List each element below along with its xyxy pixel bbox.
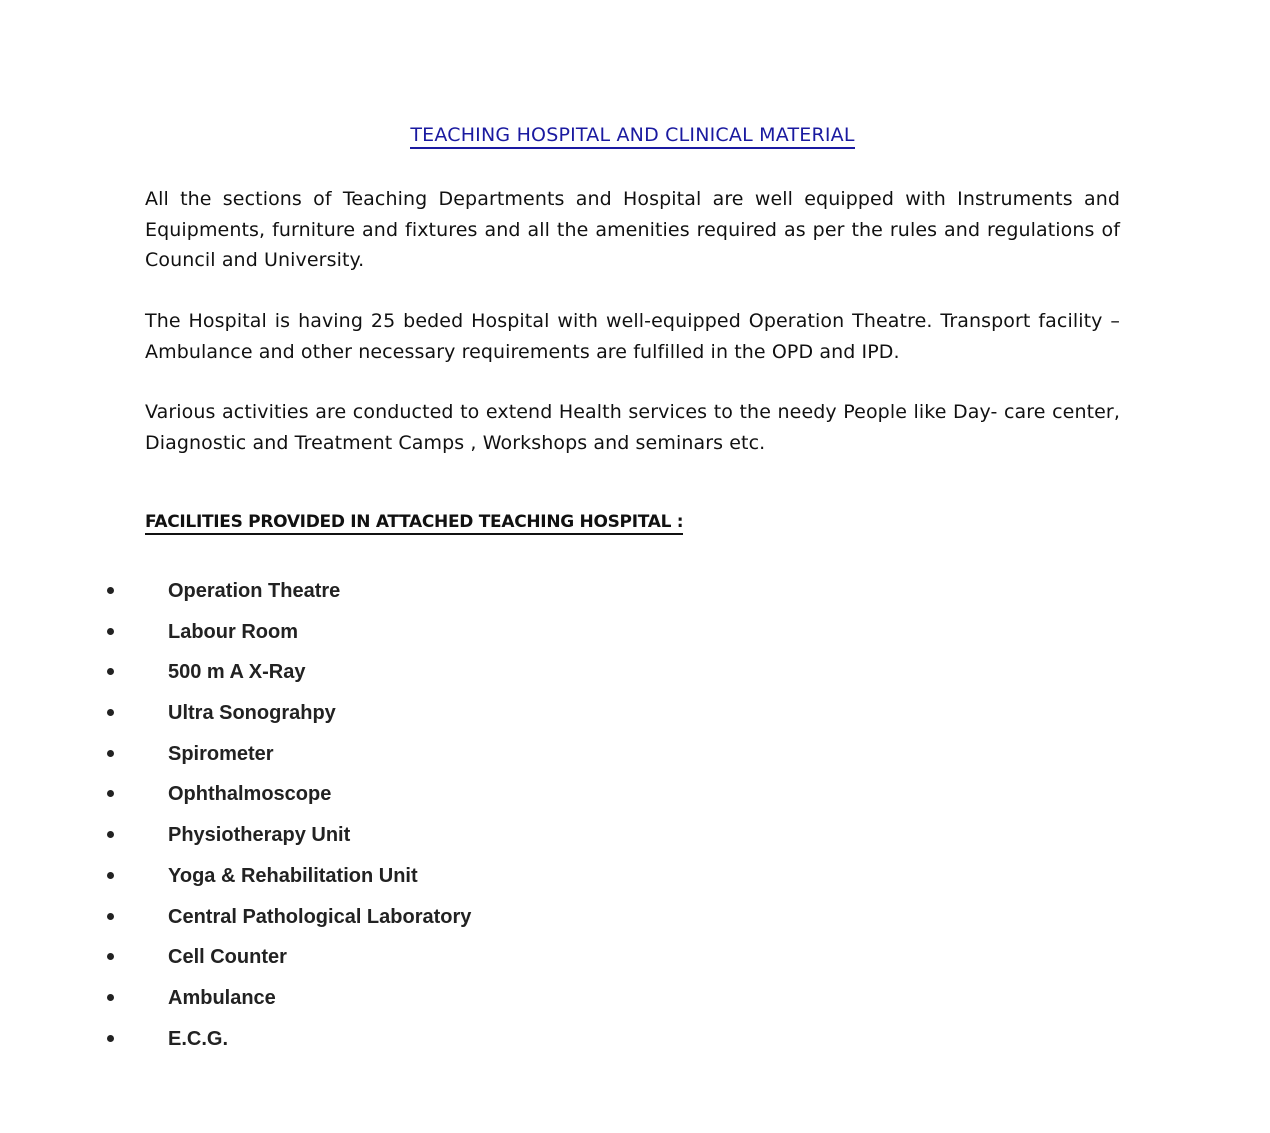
- facility-label: Physiotherapy Unit: [168, 824, 351, 847]
- hospital-paragraph: The Hospital is having 25 beded Hospital with well-equipped Operation Theatre. Transport facility – Ambulance and other necessary requirements are fulfilled in the OPD and IPD.: [145, 310, 1120, 363]
- bullet-icon: [107, 994, 114, 1001]
- bullet-icon: [107, 668, 114, 675]
- facility-label: Operation Theatre: [168, 580, 341, 602]
- page-title-text: TEACHING HOSPITAL AND CLINICAL MATERIAL: [410, 124, 854, 149]
- bullet-icon: [107, 587, 114, 594]
- bullet-icon: [107, 913, 114, 920]
- facility-label: Ophthalmoscope: [168, 783, 332, 806]
- bullet-icon: [107, 1035, 114, 1042]
- bullet-icon: [107, 872, 114, 879]
- facility-label: Yoga & Rehabilitation Unit: [168, 864, 418, 887]
- bullet-icon: [107, 709, 114, 716]
- facilities-heading-text: FACILITIES PROVIDED IN ATTACHED TEACHING HOSPITAL :: [145, 512, 683, 535]
- bullet-icon: [107, 953, 114, 960]
- facilities-heading: [145, 512, 683, 532]
- facility-label: Labour Room: [168, 620, 298, 643]
- facility-label: Central Pathological Laboratory: [168, 905, 472, 928]
- bullet-icon: [107, 750, 114, 757]
- facility-label: Spirometer: [168, 742, 274, 765]
- facility-label: Ultra Sonograhpy: [168, 702, 336, 725]
- facility-label: Cell Counter: [168, 946, 287, 969]
- bullet-icon: [107, 831, 114, 838]
- activities-paragraph: Various activities are conducted to extend Health services to the needy People like Day- care center, Diagnostic and Treatment Camps , Workshops and seminars etc.: [145, 401, 1120, 454]
- bullet-icon: [107, 628, 114, 635]
- facility-label: 500 m A X-Ray: [168, 661, 306, 684]
- facility-label: E.C.G.: [168, 1027, 229, 1050]
- page-title: [0, 124, 1265, 146]
- facility-label: Ambulance: [168, 986, 276, 1009]
- intro-paragraph: All the sections of Teaching Departments and Hospital are well equipped with Instruments and Equipments, furniture and fixtures and all the amenities required as per the rules and regulations of Council and University.: [145, 188, 1120, 271]
- bullet-icon: [107, 790, 114, 797]
